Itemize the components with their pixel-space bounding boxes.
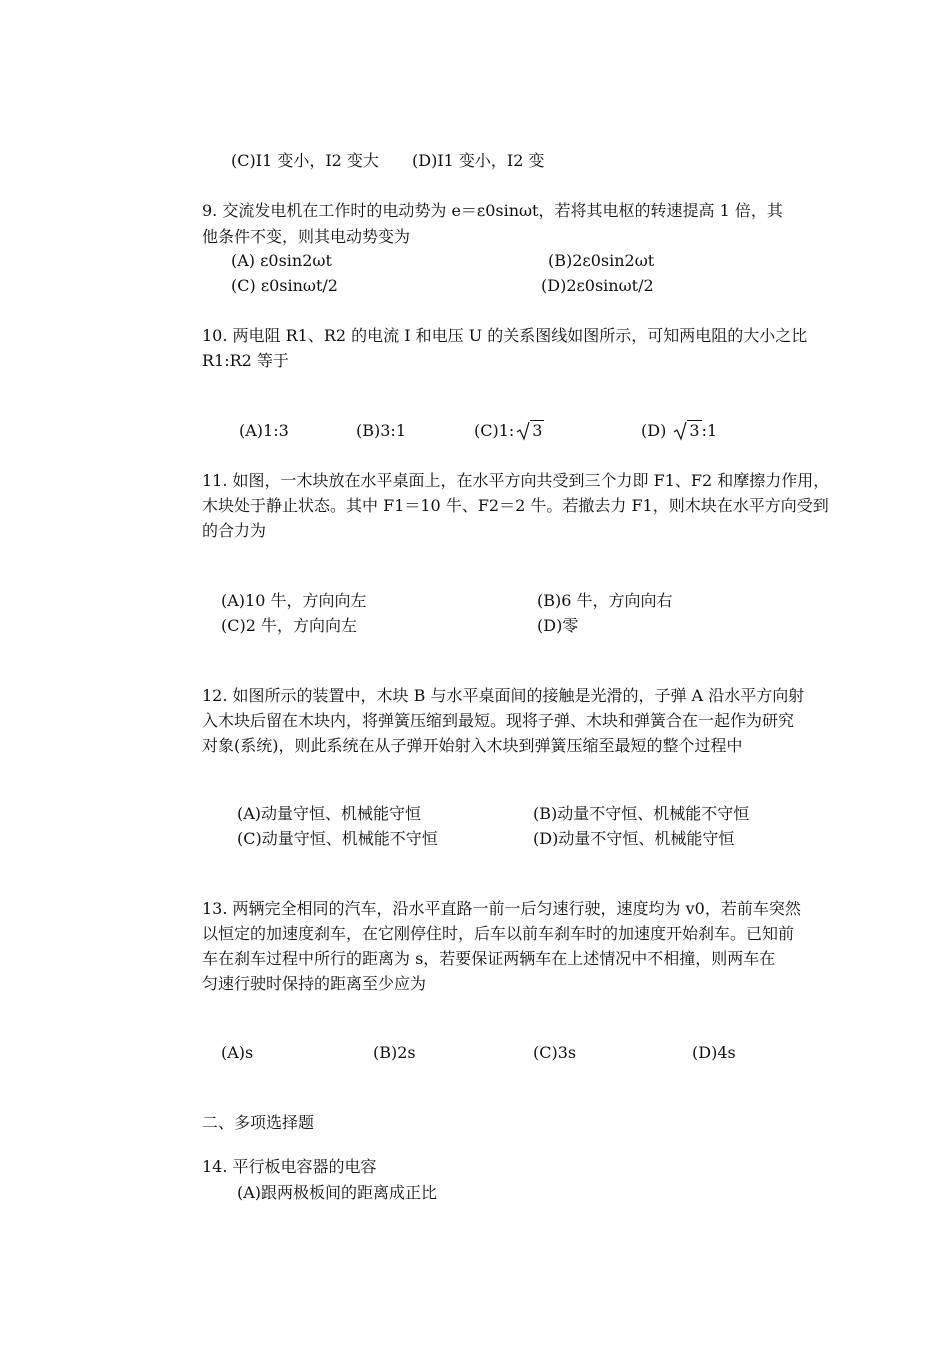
- sqrt-symbol: [516, 421, 544, 441]
- q10-option-d: [641, 421, 717, 441]
- q9-option-a: (A) ε0sin2ωt: [231, 251, 332, 270]
- q13-option-a: (A)s: [221, 1043, 254, 1062]
- q10-option-a: (A)1:3: [239, 421, 289, 440]
- q10-option-c-prefix: (C)1:: [474, 421, 515, 440]
- q11-stem-line1: 11. 如图，一木块放在水平桌面上，在水平方向共受到三个力即 F1、F2 和摩擦力作用，: [202, 471, 830, 490]
- q11-stem-line2: 木块处于静止状态。其中 F1＝10 牛、F2＝2 牛。若撤去力 F1，则木块在水平方向受到: [202, 496, 829, 515]
- q10-stem-line2: R1:R2 等于: [202, 351, 289, 370]
- q9-stem-line1: 9. 交流发电机在工作时的电动势为 e＝ε0sinωt，若将其电枢的转速提高 1 倍，其: [202, 201, 783, 220]
- q10-option-b: (B)3:1: [356, 421, 406, 440]
- q14-option-a: (A)跟两极板间的距离成正比: [237, 1183, 438, 1202]
- q13-stem-line4: 匀速行驶时保持的距离至少应为: [202, 974, 427, 993]
- q10-option-d-prefix: (D): [641, 421, 667, 440]
- q10-option-d-radicand: 3: [689, 421, 700, 440]
- q12-stem-line2: 入木块后留在木块内，将弹簧压缩到最短。现将子弹、木块和弹簧合在一起作为研究: [202, 711, 795, 730]
- q12-option-b: (B)动量不守恒、机械能不守恒: [533, 804, 750, 823]
- q11-stem-line3: 的合力为: [202, 521, 267, 540]
- q8-option-c: (C)I1 变小，I2 变大: [231, 151, 379, 170]
- q11-option-a: (A)10 牛，方向向左: [221, 591, 367, 610]
- q10-option-c: [474, 421, 544, 441]
- q9-option-d: (D)2ε0sinωt/2: [541, 276, 654, 295]
- q12-option-d: (D)动量不守恒、机械能守恒: [533, 829, 735, 848]
- q13-option-c: (C)3s: [533, 1043, 577, 1062]
- q13-option-d: (D)4s: [692, 1043, 736, 1062]
- q10-option-c-radicand: 3: [532, 421, 543, 440]
- q13-option-b: (B)2s: [373, 1043, 416, 1062]
- q12-option-c: (C)动量守恒、机械能不守恒: [237, 829, 438, 848]
- q10-stem-line1: 10. 两电阻 R1、R2 的电流 I 和电压 U 的关系图线如图所示，可知两电阻的大小之比: [202, 326, 808, 345]
- sqrt-symbol: [673, 421, 701, 441]
- q12-stem-line3: 对象(系统)，则此系统在从子弹开始射入木块到弹簧压缩至最短的整个过程中: [202, 736, 743, 755]
- q13-stem-line2: 以恒定的加速度刹车，在它刚停住时，后车以前车刹车时的加速度开始刹车。已知前: [202, 924, 795, 943]
- q11-option-d: (D)零: [537, 616, 579, 635]
- q12-option-a: (A)动量守恒、机械能守恒: [237, 804, 422, 823]
- q11-option-b: (B)6 牛，方向向右: [537, 591, 673, 610]
- q9-stem-line2: 他条件不变，则其电动势变为: [202, 227, 411, 246]
- q13-stem-line3: 车在刹车过程中所行的距离为 s，若要保证两辆车在上述情况中不相撞，则两车在: [202, 949, 776, 968]
- q11-option-c: (C)2 牛，方向向左: [221, 616, 357, 635]
- q14-stem-line1: 14. 平行板电容器的电容: [202, 1157, 377, 1176]
- q12-stem-line1: 12. 如图所示的装置中，木块 B 与水平桌面间的接触是光滑的，子弹 A 沿水平方向射: [202, 686, 805, 705]
- section-heading: 二、多项选择题: [202, 1113, 315, 1132]
- q9-option-b: (B)2ε0sin2ωt: [548, 251, 655, 270]
- q9-option-c: (C) ε0sinωt/2: [231, 276, 338, 295]
- q8-option-d: (D)I1 变小，I2 变: [412, 151, 545, 170]
- q13-stem-line1: 13. 两辆完全相同的汽车，沿水平直路一前一后匀速行驶，速度均为 v0，若前车突然: [202, 899, 801, 918]
- q10-option-d-suffix: :1: [701, 421, 718, 440]
